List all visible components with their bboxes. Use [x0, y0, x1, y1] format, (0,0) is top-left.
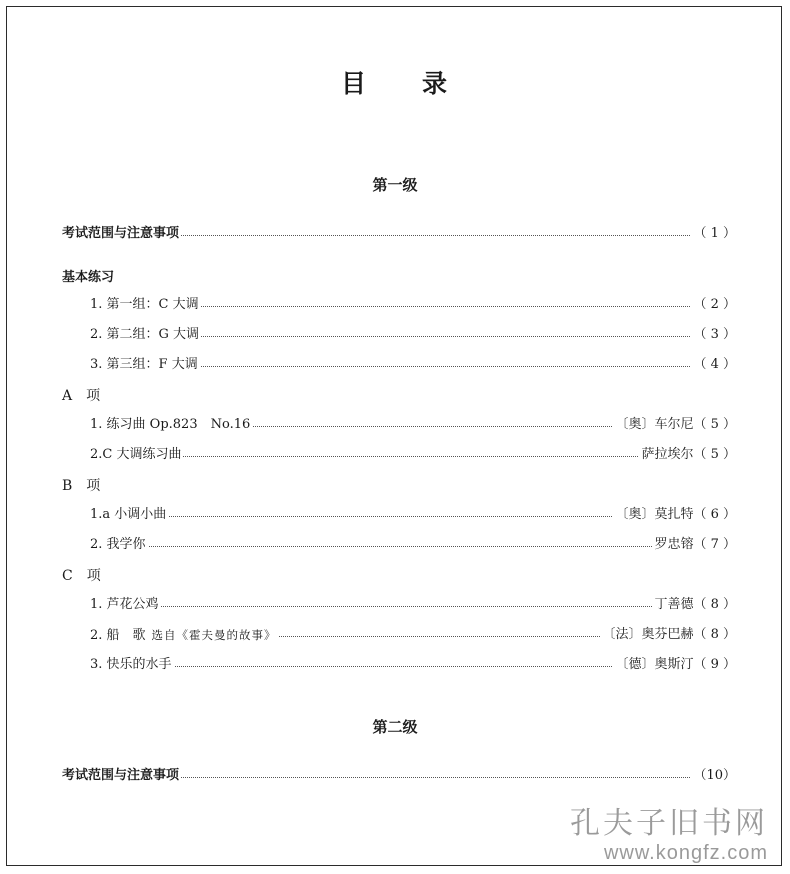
entry-title: 1.a 小调小曲 — [90, 504, 168, 526]
entry-title: 3. 快乐的水手 — [90, 654, 174, 676]
toc-entry[interactable] — [0, 354, 790, 376]
toc-entry[interactable] — [0, 444, 790, 466]
entry-page: （ 1 ） — [691, 223, 736, 245]
toc-entry-exam-level1[interactable] — [0, 223, 790, 245]
level-one-heading: 第一级 — [372, 176, 418, 194]
entry-page: （ 3 ） — [691, 324, 736, 346]
entry-author-page — [613, 654, 736, 676]
entry-author-page — [613, 504, 736, 526]
leader-dots — [90, 606, 736, 607]
entry-page: （ 6 ） — [693, 507, 736, 522]
entry-page: （ 5 ） — [693, 447, 736, 462]
entry-page: （ 7 ） — [693, 537, 736, 552]
toc-entry[interactable] — [0, 324, 790, 346]
entry-author: 〔德〕奥斯汀 — [615, 657, 694, 672]
toc-entry[interactable] — [0, 654, 790, 676]
watermark-logo: 孔夫子旧书网 — [570, 806, 768, 841]
entry-author-page — [613, 414, 736, 436]
entry-author-page — [652, 594, 736, 616]
entry-title: 2. 船 歌 — [90, 628, 146, 643]
toc-entry[interactable] — [0, 534, 790, 556]
entry-title-with-subtitle — [90, 624, 279, 647]
toc-entry[interactable] — [0, 624, 790, 646]
entry-author-page — [639, 444, 736, 466]
entry-page: （ 8 ） — [693, 627, 736, 642]
entry-title: 1. 练习曲 Op.823 No.16 — [90, 414, 252, 436]
entry-title: 2.C 大调练习曲 — [90, 444, 183, 466]
section-a-heading: A 项 — [62, 388, 101, 404]
entry-title: 考试范围与注意事项 — [62, 765, 181, 787]
level-two-heading: 第二级 — [372, 718, 418, 736]
toc-entry[interactable] — [0, 594, 790, 616]
watermark — [570, 798, 768, 865]
toc-entry[interactable] — [0, 414, 790, 436]
entry-author-page — [652, 534, 736, 556]
toc-entry-exam-level2[interactable] — [0, 765, 790, 787]
entry-author-page — [600, 624, 736, 646]
leader-dots — [90, 546, 736, 547]
entry-author: 〔法〕奥芬巴赫 — [602, 627, 694, 642]
entry-page: （ 9 ） — [693, 657, 736, 672]
entry-page: （ 5 ） — [693, 417, 736, 432]
entry-title: 3. 第三组：F 大调 — [90, 354, 200, 376]
entry-page: （10） — [691, 765, 736, 787]
entry-title: 2. 第二组：G 大调 — [90, 324, 201, 346]
section-b-heading: B 项 — [62, 478, 101, 494]
page-border — [6, 6, 782, 866]
toc-entry[interactable] — [0, 504, 790, 526]
entry-page: （ 8 ） — [693, 597, 736, 612]
entry-title: 1. 芦花公鸡 — [90, 594, 161, 616]
entry-title: 考试范围与注意事项 — [62, 223, 181, 245]
entry-page: （ 2 ） — [691, 294, 736, 316]
section-basic-heading: 基本练习 — [62, 270, 115, 285]
entry-author: 丁善德 — [654, 597, 694, 612]
entry-title: 1. 第一组：C 大调 — [90, 294, 201, 316]
entry-author: 罗忠镕 — [654, 537, 694, 552]
section-c-heading: C 项 — [62, 568, 101, 584]
entry-title: 2. 我学你 — [90, 534, 148, 556]
entry-author: 〔奥〕莫扎特 — [615, 507, 694, 522]
watermark-url: www.kongfz.com — [603, 842, 768, 864]
toc-entry[interactable] — [0, 294, 790, 316]
entry-author: 萨拉埃尔 — [641, 447, 694, 462]
page-title: 目 录 — [340, 69, 449, 98]
entry-page: （ 4 ） — [691, 354, 736, 376]
entry-subtitle: 选自《霍夫曼的故事》 — [151, 628, 277, 642]
entry-author: 〔奥〕车尔尼 — [615, 417, 694, 432]
